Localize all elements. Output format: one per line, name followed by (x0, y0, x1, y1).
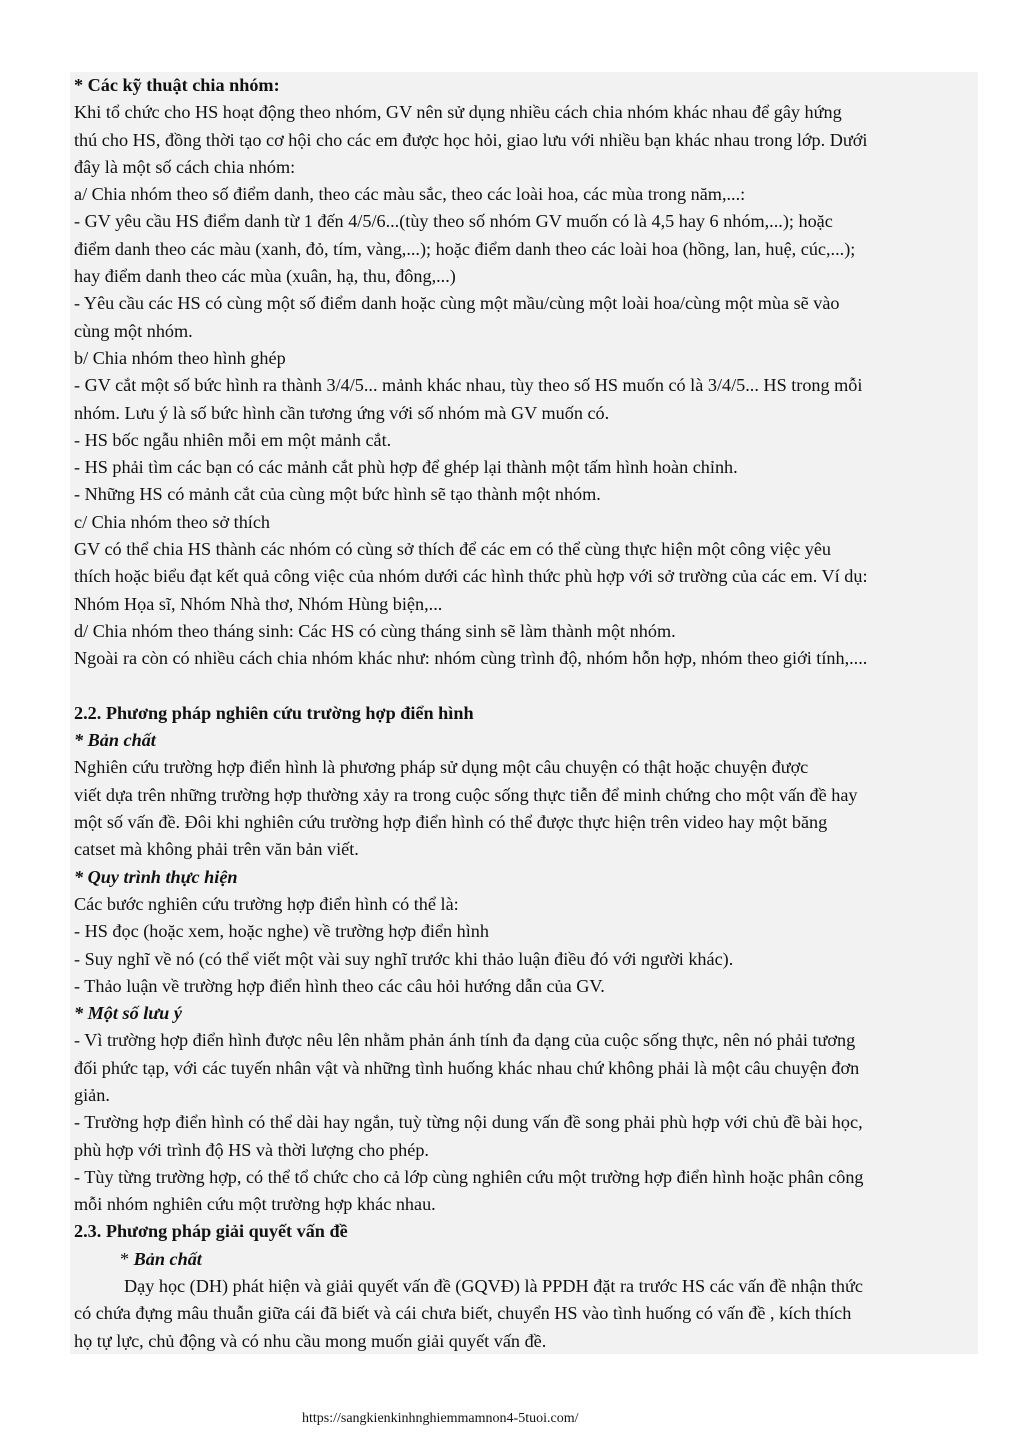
paragraph-line (74, 318, 976, 345)
paragraph-text: - Trường hợp điển hình có thể dài hay ngắn, tuỳ từng nội dung vấn đề song phải phù hợp với chủ đề bài học, (74, 1112, 863, 1133)
paragraph-text: Các bước nghiên cứu trường hợp điển hình có thể là: (74, 893, 459, 914)
paragraph-line (74, 127, 976, 154)
paragraph-text: đối phức tạp, với các tuyến nhân vật và những tình huống khác nhau chứ không phải là một câu chuyện đơn (74, 1057, 860, 1078)
paragraph-line (74, 973, 976, 1000)
paragraph-text: cùng một nhóm. (74, 320, 193, 341)
paragraph-text: họ tự lực, chủ động và có nhu cầu mong muốn giải quyết vấn đề. (74, 1330, 547, 1351)
paragraph-line (74, 345, 976, 372)
paragraph-text: nhóm. Lưu ý là số bức hình cần tương ứng với số nhóm mà GV muốn có. (74, 402, 610, 423)
paragraph-line (74, 1082, 976, 1109)
paragraph-text: b/ Chia nhóm theo hình ghép (74, 347, 286, 368)
paragraph-line (74, 1109, 976, 1136)
paragraph-text: - HS bốc ngẫu nhiên mỗi em một mảnh cắt. (74, 429, 392, 450)
paragraph-text: a/ Chia nhóm theo số điểm danh, theo các màu sắc, theo các loài hoa, các mùa trong năm,...: (74, 184, 746, 205)
paragraph-line (74, 618, 976, 645)
paragraph-text: d/ Chia nhóm theo tháng sinh: Các HS có cùng tháng sinh sẽ làm thành một nhóm. (74, 620, 676, 641)
paragraph-text: một số vấn đề. Đôi khi nghiên cứu trường hợp điển hình có thể được thực hiện trên video hay một băng (74, 812, 828, 833)
paragraph-text: Khi tổ chức cho HS hoạt động theo nhóm, GV nên sử dụng nhiều cách chia nhóm khác nhau để gây hứng (74, 102, 842, 123)
paragraph-text: - Thảo luận về trường hợp điển hình theo các câu hỏi hướng dẫn của GV. (74, 975, 605, 996)
paragraph-text: Dạy học (DH) phát hiện và giải quyết vấn đề (GQVĐ) là PPDH đặt ra trước HS các vấn đề nhận thức (124, 1276, 863, 1297)
paragraph-text: Nhóm Họa sĩ, Nhóm Nhà thơ, Nhóm Hùng biện,... (74, 593, 443, 614)
paragraph-line (74, 481, 976, 508)
paragraph-line (74, 809, 976, 836)
paragraph-text: thích hoặc biểu đạt kết quả công việc của nhóm dưới các hình thức phù hợp với sở trường của các em. Ví dụ: (74, 566, 868, 587)
paragraph-text: - Yêu cầu các HS có cùng một số điểm danh hoặc cùng một mầu/cùng một loài hoa/cùng một mùa sẽ vào (74, 293, 840, 314)
paragraph-text: - Những HS có mảnh cắt của cùng một bức hình sẽ tạo thành một nhóm. (74, 484, 601, 505)
paragraph-text: Ngoài ra còn có nhiều cách chia nhóm khác như: nhóm cùng trình độ, nhóm hỗn hợp, nhóm theo giới tính,.... (74, 648, 868, 669)
paragraph-line (74, 400, 976, 427)
paragraph-line (74, 454, 976, 481)
paragraph-line (74, 208, 976, 235)
paragraph-text: điểm danh theo các màu (xanh, đỏ, tím, vàng,...); hoặc điểm danh theo các loài hoa (hồng, lan, huệ, cúc,...); (74, 238, 856, 259)
heading-text: * Các kỹ thuật chia nhóm: (74, 75, 280, 95)
section-heading (74, 72, 976, 99)
paragraph-line (74, 372, 976, 399)
paragraph-text: mỗi nhóm nghiên cứu một trường hợp khác nhau. (74, 1194, 436, 1215)
paragraph-line (74, 290, 976, 317)
paragraph-line (74, 1055, 976, 1082)
paragraph-line (74, 1164, 976, 1191)
paragraph-line (74, 918, 976, 945)
bullet-star: * (120, 1248, 134, 1269)
paragraph-line (74, 1027, 976, 1054)
paragraph-line (74, 1273, 976, 1300)
paragraph-text: - HS phải tìm các bạn có các mảnh cắt phù hợp để ghép lại thành một tấm hình hoàn chỉnh. (74, 457, 738, 478)
paragraph-text: - Suy nghĩ về nó (có thể viết một vài suy nghĩ trước khi thảo luận điều đó với người khác). (74, 948, 734, 969)
paragraph-line (74, 263, 976, 290)
subheading-text: Bản chất (133, 1248, 202, 1269)
paragraph-line (74, 1191, 976, 1218)
paragraph-line (74, 782, 976, 809)
paragraph-text: GV có thể chia HS thành các nhóm có cùng sở thích để các em có thể cùng thực hiện một công việc yêu (74, 539, 832, 560)
paragraph-line (74, 236, 976, 263)
paragraph-line (74, 836, 976, 863)
paragraph-text: giản. (74, 1084, 110, 1105)
subheading-text: * Một số lưu ý (74, 1003, 182, 1024)
paragraph-text: - GV yêu cầu HS điểm danh từ 1 đến 4/5/6...(tùy theo số nhóm GV muốn có là 4,5 hay 6 nhóm,...); hoặc (74, 211, 833, 232)
paragraph-line (74, 645, 976, 672)
paragraph-text: thú cho HS, đồng thời tạo cơ hội cho các em được học hỏi, giao lưu với nhiều bạn khác nhau trong lớp. Dưới (74, 129, 868, 150)
paragraph-text: catset mà không phải trên văn bản viết. (74, 839, 359, 860)
subheading (74, 864, 976, 891)
paragraph-text: - GV cắt một số bức hình ra thành 3/4/5... mảnh khác nhau, tùy theo số HS muốn có là 3/4/5... HS trong mỗi (74, 375, 863, 396)
paragraph-line (74, 946, 976, 973)
paragraph-line (74, 427, 976, 454)
paragraph-text: có chứa đựng mâu thuẫn giữa cái đã biết và cái chưa biết, chuyển HS vào tình huống có vấn đề , kích thích (74, 1303, 852, 1324)
blank-line (74, 673, 976, 700)
paragraph-text: - Tùy từng trường hợp, có thể tổ chức cho cả lớp cùng nghiên cứu một trường hợp điển hình hoặc phân công (74, 1166, 864, 1187)
paragraph-text: phù hợp với trình độ HS và thời lượng cho phép. (74, 1139, 429, 1160)
heading-text: 2.2. Phương pháp nghiên cứu trường hợp điển hình (74, 702, 474, 723)
subheading-text: * Bản chất (74, 730, 156, 751)
paragraph-text: hay điểm danh theo các mùa (xuân, hạ, thu, đông,...) (74, 266, 456, 287)
paragraph-line (74, 1137, 976, 1164)
paragraph-line (74, 891, 976, 918)
paragraph-line (74, 754, 976, 781)
footer-url[interactable]: https://sangkienkinhnghiemmamnon4-5tuoi.com/ (302, 1411, 579, 1426)
paragraph-text: - Vì trường hợp điển hình được nêu lên nhằm phản ánh tính đa dạng của cuộc sống thực, nên nó phải tương (74, 1030, 856, 1051)
paragraph-line (74, 181, 976, 208)
paragraph-line (74, 591, 976, 618)
heading-text: 2.3. Phương pháp giải quyết vấn đề (74, 1221, 348, 1242)
paragraph-line (74, 509, 976, 536)
paragraph-text: - HS đọc (hoặc xem, hoặc nghe) về trường hợp điển hình (74, 921, 489, 942)
paragraph-line (74, 1328, 976, 1355)
paragraph-text: Nghiên cứu trường hợp điển hình là phương pháp sử dụng một câu chuyện có thật hoặc chuyện được (74, 757, 809, 778)
paragraph-line (74, 154, 976, 181)
paragraph-line (74, 99, 976, 126)
document-content (74, 72, 976, 1355)
section-heading (74, 1218, 976, 1245)
paragraph-line (74, 1300, 976, 1327)
section-heading (74, 700, 976, 727)
subheading (74, 1246, 976, 1273)
paragraph-text: viết dựa trên những trường hợp thường xảy ra trong cuộc sống thực tiễn để minh chứng cho một vấn đề hay (74, 784, 858, 805)
paragraph-text: c/ Chia nhóm theo sở thích (74, 511, 271, 532)
paragraph-text: đây là một số cách chia nhóm: (74, 156, 296, 177)
paragraph-line (74, 536, 976, 563)
subheading-text: * Quy trình thực hiện (74, 866, 238, 887)
subheading (74, 727, 976, 754)
paragraph-line (74, 563, 976, 590)
subheading (74, 1000, 976, 1027)
